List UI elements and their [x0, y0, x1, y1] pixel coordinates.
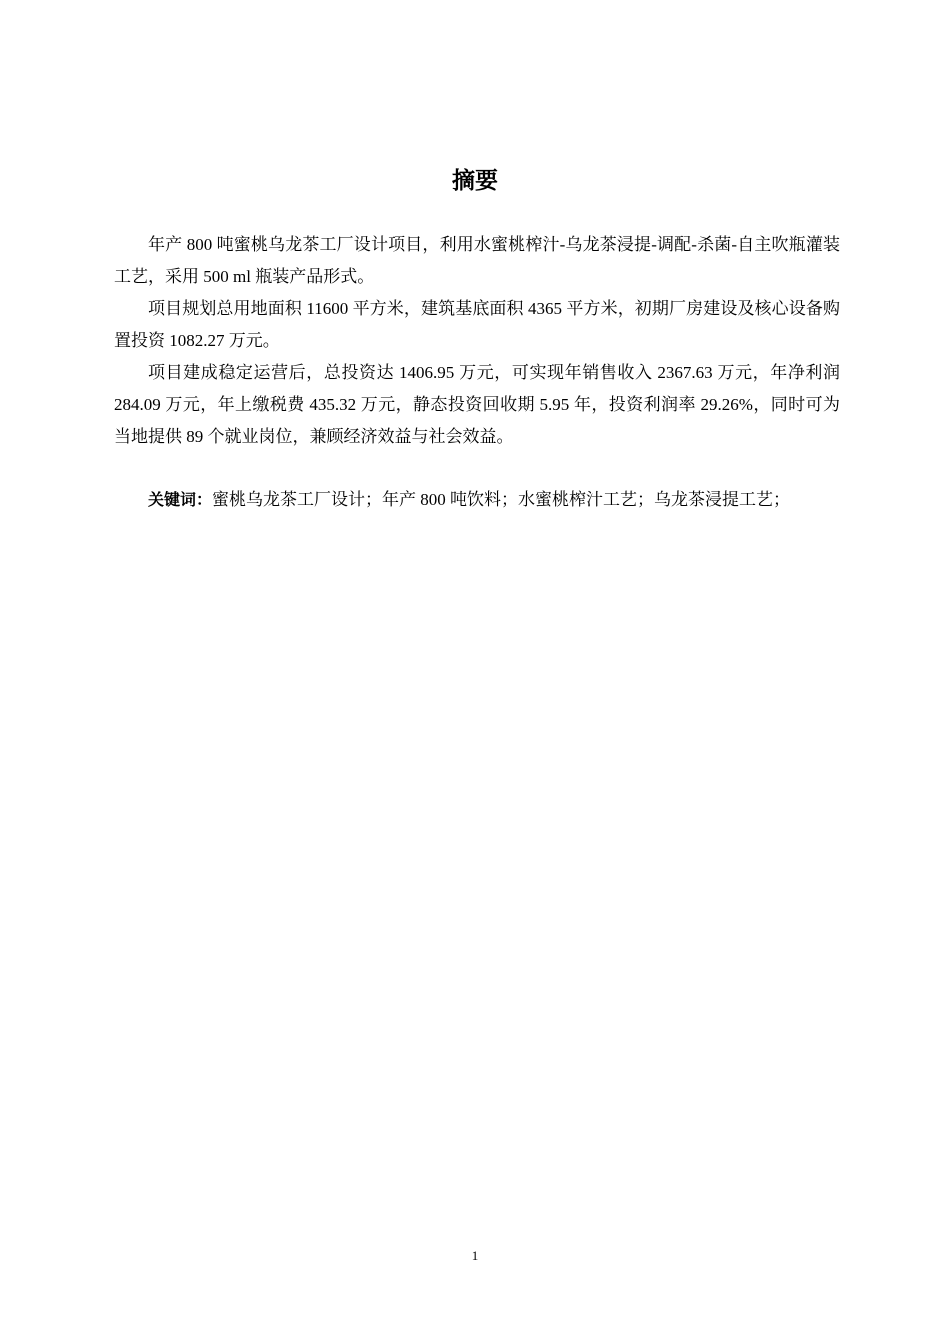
abstract-paragraph-3: 项目建成稳定运营后，总投资达 1406.95 万元，可实现年销售收入 2367.63 万元，年净利润 284.09 万元，年上缴税费 435.32 万元，静态投资回收期 5.95 年，投资利润率 29.26%，同时可为当地提供 89 个就业岗位，兼顾经济效益与社会效益。 — [114, 363, 840, 446]
page-number: 1 — [471, 1248, 479, 1263]
abstract-paragraph-1: 年产 800 吨蜜桃乌龙茶工厂设计项目，利用水蜜桃榨汁-乌龙茶浸提-调配-杀菌-自主吹瓶灌装工艺，采用 500 ml 瓶装产品形式。 — [114, 235, 840, 286]
abstract-paragraph-2: 项目规划总用地面积 11600 平方米，建筑基底面积 4365 平方米，初期厂房建设及核心设备购置投资 1082.27 万元。 — [114, 299, 840, 350]
abstract-title: 摘要 — [452, 168, 498, 194]
keywords-text: 蜜桃乌龙茶工厂设计；年产 800 吨饮料；水蜜桃榨汁工艺；乌龙茶浸提工艺； — [212, 490, 791, 509]
keywords-label: 关键词： — [148, 490, 213, 509]
keywords-line — [114, 484, 840, 516]
abstract-body — [114, 229, 840, 516]
